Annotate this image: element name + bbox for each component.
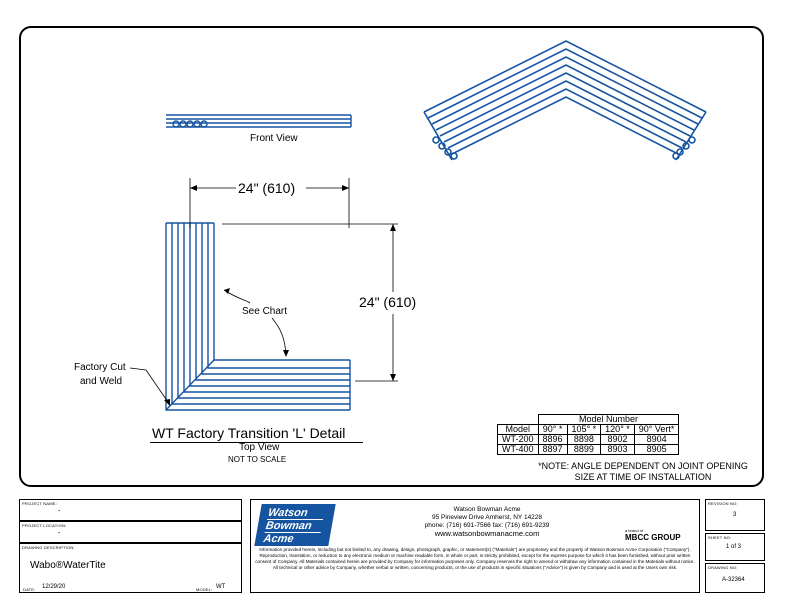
company-website[interactable]: www.watsonbowmanacme.com	[434, 529, 540, 538]
side-dimension-label: 24" (610)	[359, 294, 417, 310]
angle-note-line1: *NOTE: ANGLE DEPENDENT ON JOINT OPENING	[538, 461, 748, 471]
top-view-label: Top View	[239, 442, 280, 453]
project-name-caption: PROJECT NAME:	[22, 501, 57, 506]
table-row	[498, 435, 679, 445]
table-cell: 8905	[634, 445, 679, 455]
header-90-vert: 90° Vert*	[634, 425, 679, 435]
isometric-view	[424, 41, 706, 160]
drawing-description-caption: DRAWING DESCRIPTION:	[22, 545, 75, 550]
revision-value: 3	[733, 512, 737, 518]
not-to-scale-label: NOT TO SCALE	[228, 455, 287, 464]
model-caption: MODEL:	[196, 587, 213, 592]
company-address: 95 Pineview Drive Amherst, NY 14228	[431, 514, 543, 521]
header-105: 105° *	[567, 425, 601, 435]
header-90: 90° *	[538, 425, 567, 435]
drawing-description-value: Wabo®WaterTite	[30, 560, 106, 571]
company-phone: phone: (716) 691-7566 fax: (716) 691-9239	[424, 522, 550, 529]
drawing-number-value: A-32364	[722, 577, 745, 583]
drawing-number-caption: DRAWING NO:	[708, 565, 738, 570]
table-cell: WT-200	[498, 435, 539, 445]
project-name-box	[19, 499, 242, 521]
table-cell: 8899	[567, 445, 601, 455]
sheet-value: 1 of 3	[726, 544, 742, 550]
table-cell: 8903	[601, 445, 635, 455]
table-corner	[498, 415, 539, 425]
table-cell: 8902	[601, 435, 635, 445]
legal-disclaimer: Information provided herein, including but not limited to, any drawing, design, photograph, graphic, or statement(s) ("Materials") are proprietary and the property of Watson Bowman Acme Corporation ("Company"). Reproduction, translation, or reduction to any electronic medium or machine readable form, in whole or part, is strictly prohibited, except for the express purpose for which it has been furnished, without prior written consent of Company. All Materials contained herein are provided by Company for information purposes only. Company reserves the right to amend or withdraw any information contained in the Materials without notice. All technical or other advice by Company, whether verbal or written, concerning products, or the use of products in specific situations ("Advice") is given by Company and is used at the Users own risk.	[255, 547, 695, 570]
header-120: 120° *	[601, 425, 635, 435]
logo-line1: Watson	[267, 507, 325, 520]
angle-note-line2: SIZE AT TIME OF INSTALLATION	[574, 472, 712, 482]
sheet-caption: SHEET NO:	[708, 535, 732, 540]
date-caption: DATE:	[23, 587, 36, 592]
top-dimension-label: 24" (610)	[238, 180, 296, 196]
logo-line3: Acme	[262, 533, 295, 545]
company-logo	[254, 504, 335, 546]
logo-line2: Bowman	[265, 520, 323, 533]
factory-weld-label: and Weld	[80, 376, 123, 387]
revision-box	[705, 499, 765, 531]
table-cell: 8896	[538, 435, 567, 445]
revision-caption: REVISION NO:	[708, 501, 738, 506]
project-location-value: -	[58, 530, 61, 537]
table-cell: WT-400	[498, 445, 539, 455]
angle-note	[520, 461, 766, 483]
model-number-table	[497, 414, 679, 455]
table-cell: 8897	[538, 445, 567, 455]
project-name-value: -	[58, 508, 61, 515]
front-view-label: Front View	[250, 133, 298, 144]
front-view-profile	[166, 115, 351, 127]
detail-title: WT Factory Transition 'L' Detail	[152, 425, 346, 441]
company-name: Watson Bowman Acme	[453, 506, 521, 513]
drawing-number-box	[705, 563, 765, 593]
detail-title-underline	[150, 425, 363, 443]
dimension-lines	[130, 178, 398, 405]
table-cell: 8904	[634, 435, 679, 445]
table-row	[498, 445, 679, 455]
factory-cut-label: Factory Cut	[74, 362, 126, 373]
sheet-box	[705, 533, 765, 561]
see-chart-label: See Chart	[242, 306, 288, 317]
brand-logo: MBCC GROUP	[625, 533, 681, 542]
model-number-header: Model Number	[538, 415, 679, 425]
company-contact	[392, 506, 582, 538]
brand-caption: a brand of	[625, 528, 644, 533]
project-location-caption: PROJECT LOCATION:	[22, 523, 67, 528]
header-model: Model	[498, 425, 539, 435]
project-location-box	[19, 521, 242, 543]
model-value: WT	[216, 584, 226, 590]
drawing-description-box	[19, 543, 242, 593]
table-cell: 8898	[567, 435, 601, 445]
table-header-row	[498, 425, 679, 435]
date-value: 12/29/20	[42, 584, 66, 590]
